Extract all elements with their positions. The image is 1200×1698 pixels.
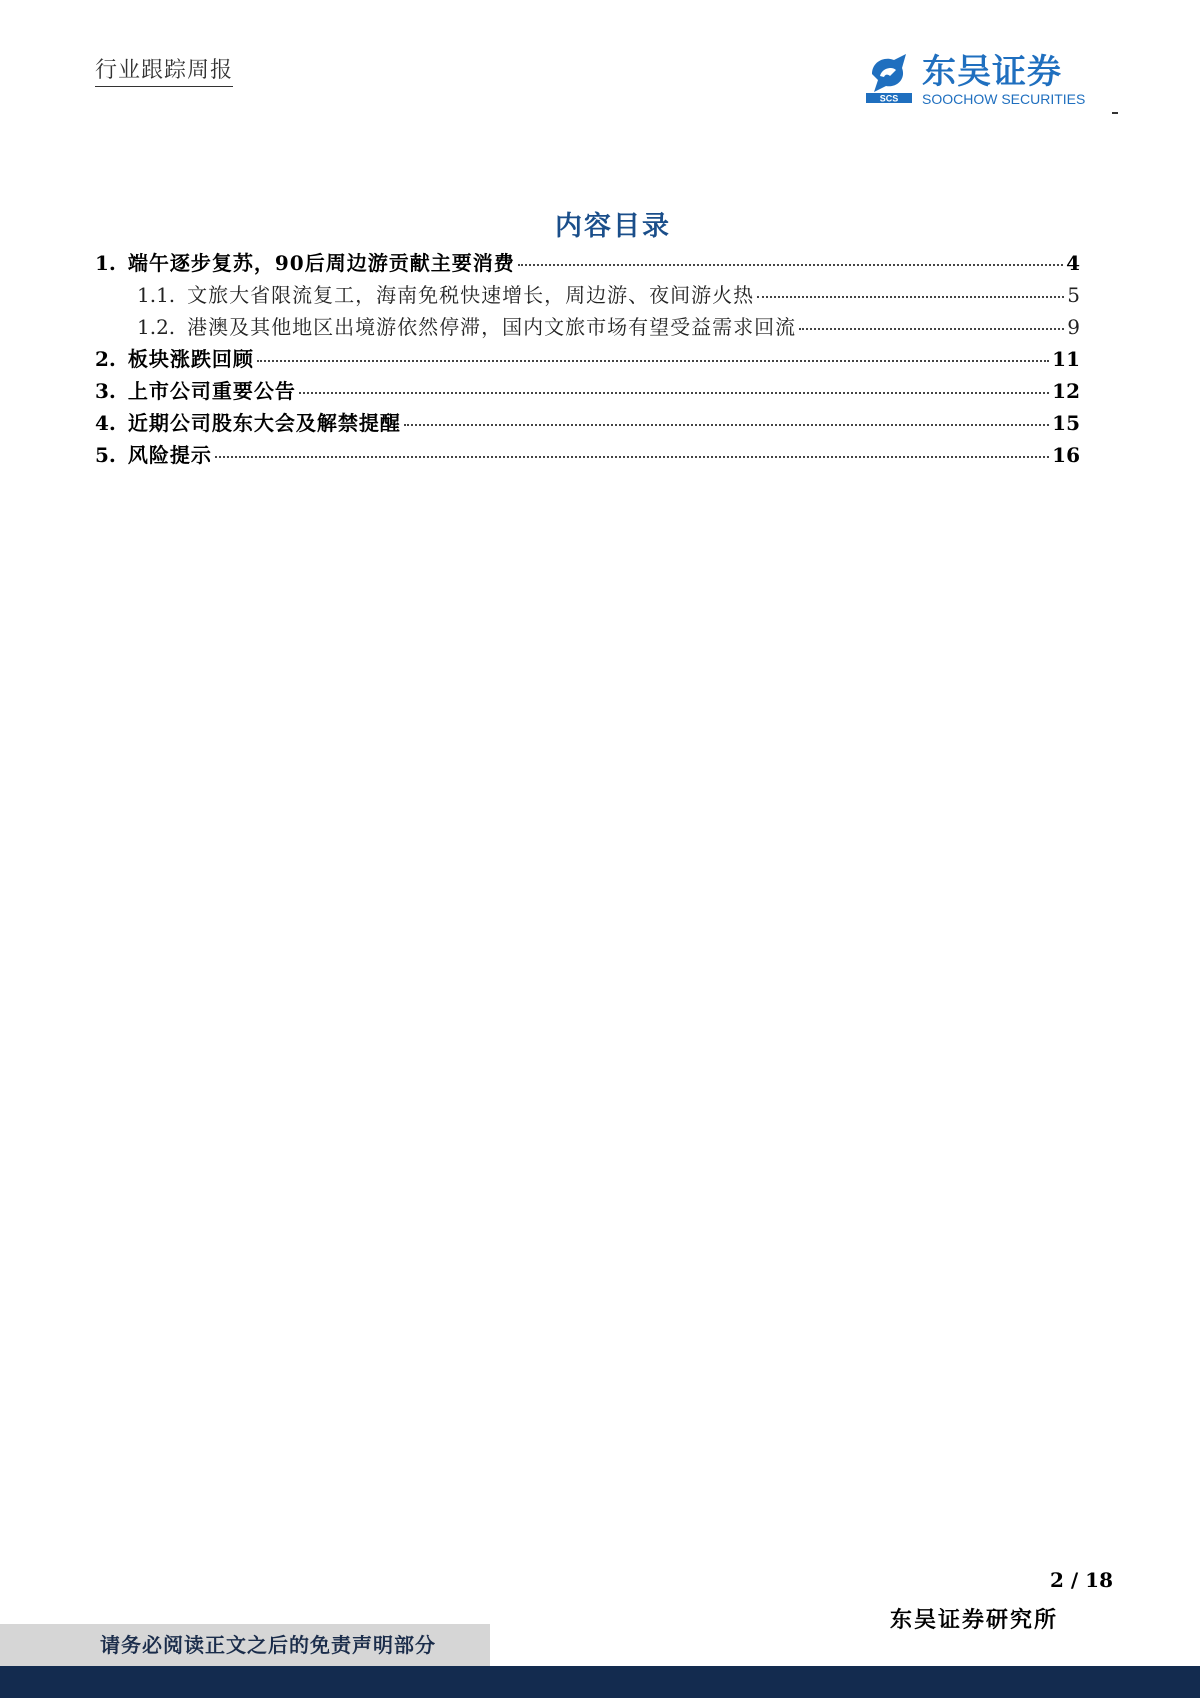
toc-entry-title[interactable]: 文旅大省限流复工，海南免税快速增长，周边游、夜间游火热 (187, 283, 755, 307)
toc-entry-title[interactable]: 板块涨跌回顾 (127, 347, 254, 371)
toc-entry-page[interactable]: 15 (1052, 411, 1080, 435)
toc-entry-number: 1.2. (137, 315, 176, 339)
report-type-label: 行业跟踪周报 (95, 58, 233, 87)
toc-entry[interactable] (95, 248, 1080, 278)
toc-entry-page[interactable]: 11 (1052, 347, 1080, 371)
toc-entry[interactable] (95, 376, 1080, 406)
company-logo (866, 52, 1106, 108)
toc-entry-title[interactable]: 近期公司股东大会及解禁提醒 (127, 411, 401, 435)
toc-entry-title[interactable]: 风险提示 (127, 443, 212, 467)
soochow-logo-icon (866, 52, 912, 104)
toc-entry-page[interactable]: 5 (1067, 283, 1080, 307)
toc-entry-title[interactable]: 端午逐步复苏，90后周边游贡献主要消费 (127, 251, 515, 275)
toc-entry[interactable] (95, 344, 1080, 374)
toc-entry[interactable] (137, 280, 1080, 310)
toc-leader-dots (799, 327, 1064, 330)
toc-leader-dots (757, 295, 1064, 298)
toc-title: 内容目录 (555, 211, 671, 242)
logo-mark-text: SCS (879, 93, 899, 104)
toc-entry-number: 3. (95, 379, 116, 403)
toc-entry-page[interactable]: 4 (1066, 251, 1080, 275)
toc-entry-page[interactable]: 9 (1067, 315, 1080, 339)
toc-leader-dots (518, 263, 1063, 266)
toc-entry-title[interactable]: 港澳及其他地区出境游依然停滞，国内文旅市场有望受益需求回流 (187, 315, 797, 339)
toc-leader-dots (299, 391, 1049, 394)
logo-name-cn: 东吴证券 (922, 52, 1062, 92)
toc-leader-dots (257, 359, 1049, 362)
toc-entry[interactable] (137, 312, 1080, 342)
toc-entry-number: 4. (95, 411, 116, 435)
header-mark (1112, 112, 1118, 114)
page-number: 2 / 18 (1050, 1568, 1113, 1592)
toc-entry[interactable] (95, 440, 1080, 470)
toc-entry-number: 1. (95, 251, 116, 275)
toc-entry-title[interactable]: 上市公司重要公告 (127, 379, 296, 403)
footer-bar (0, 1666, 1200, 1698)
institute-name: 东吴证券研究所 (890, 1607, 1059, 1633)
logo-name-en: SOOCHOW SECURITIES (922, 91, 1086, 107)
toc-entry[interactable] (95, 408, 1080, 438)
toc-entry-number: 1.1. (137, 283, 176, 307)
toc-entry-number: 2. (95, 347, 116, 371)
disclaimer-text: 请务必阅读正文之后的免责声明部分 (100, 1633, 436, 1657)
toc-leader-dots (404, 423, 1049, 426)
toc-entry-page[interactable]: 16 (1052, 443, 1080, 467)
toc-entry-number: 5. (95, 443, 116, 467)
toc-leader-dots (215, 455, 1049, 458)
toc-entry-page[interactable]: 12 (1052, 379, 1080, 403)
